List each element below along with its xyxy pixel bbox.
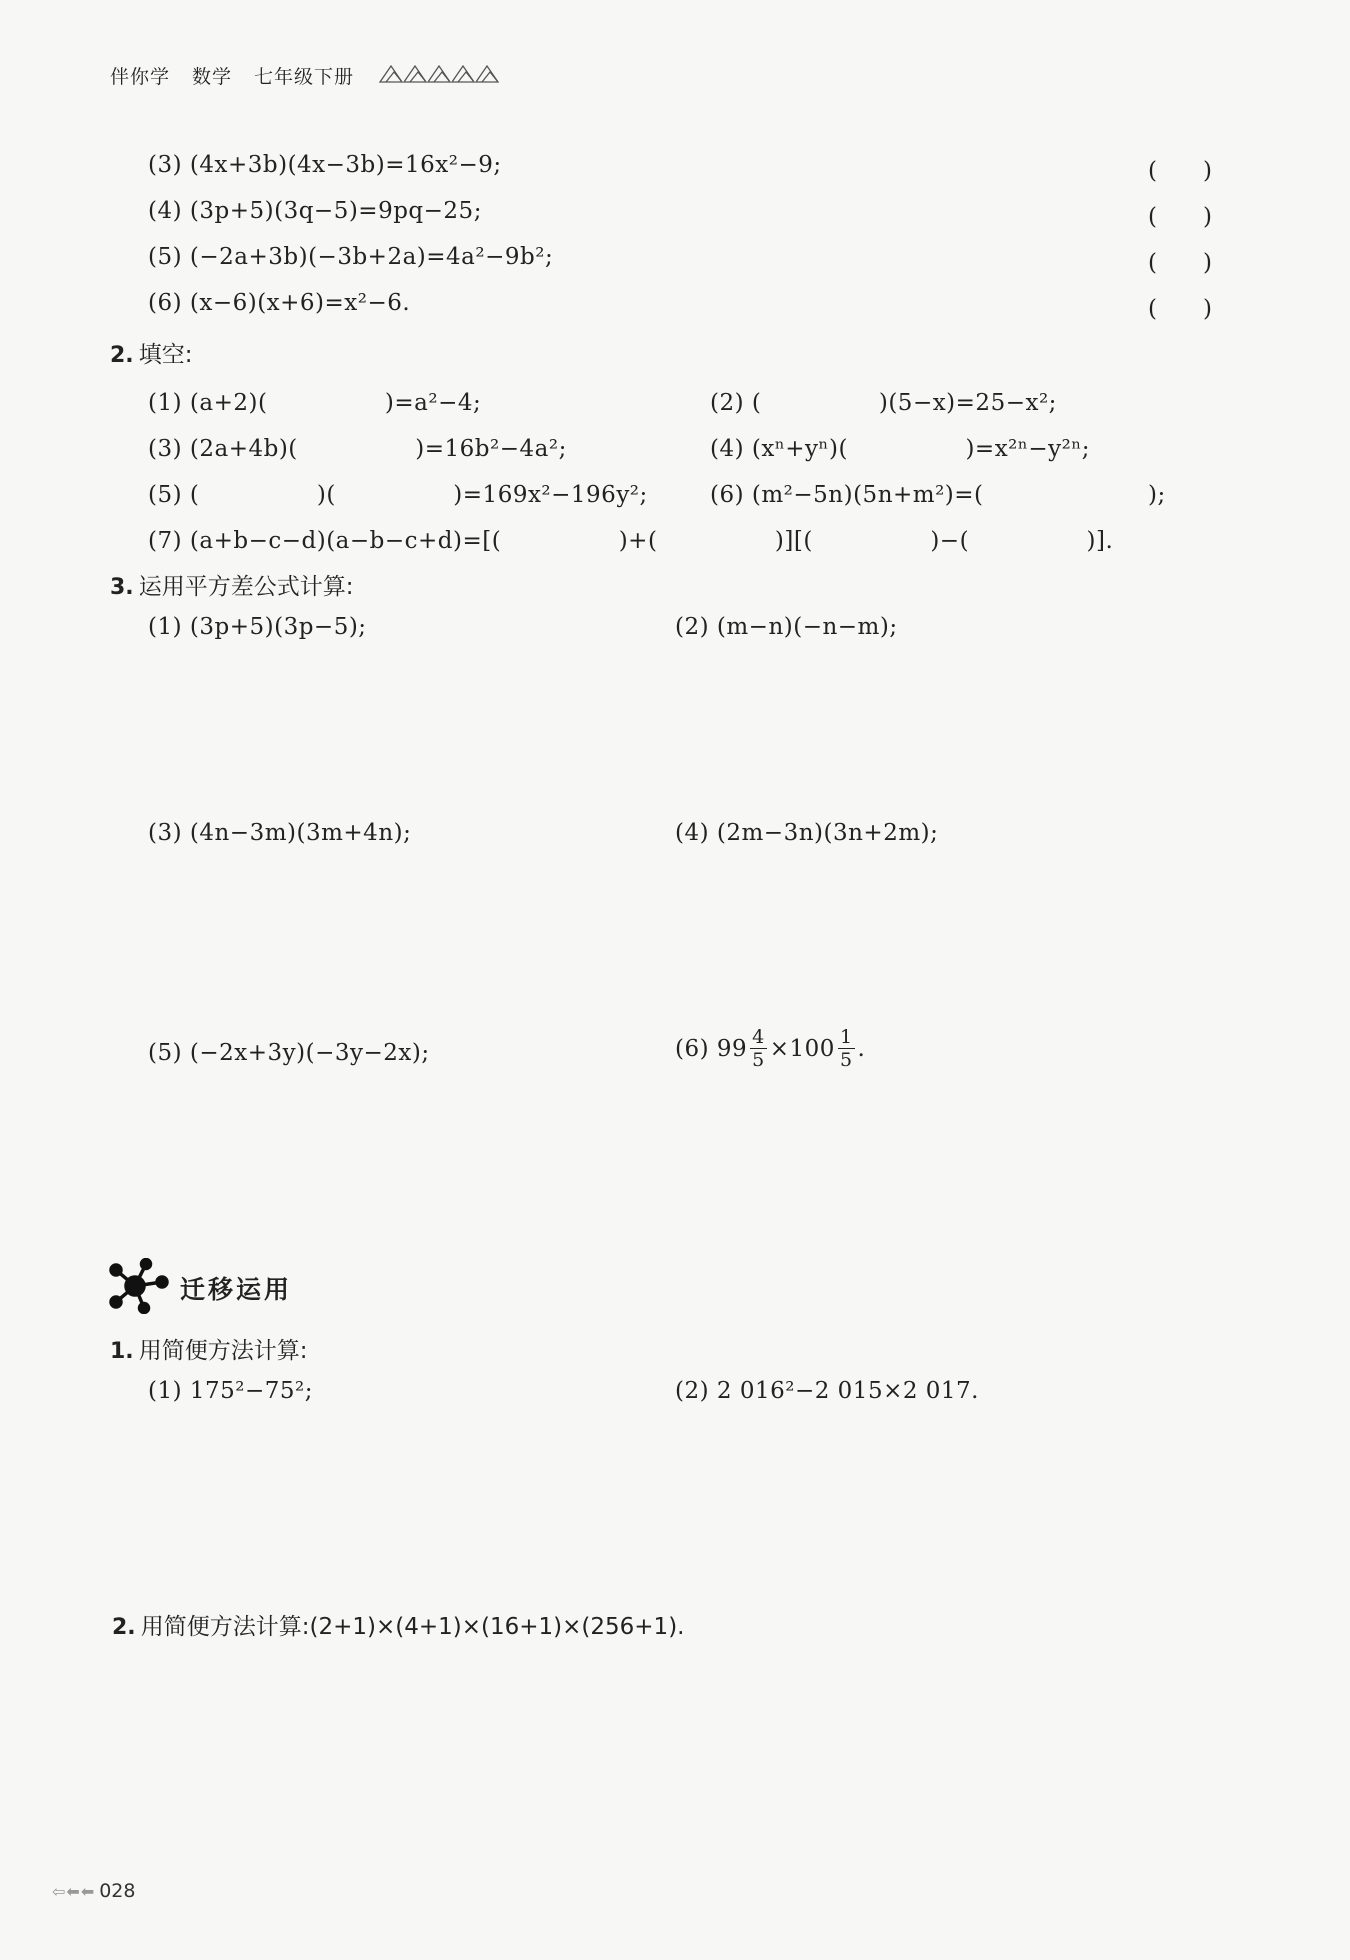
judge-paren-6[interactable]: ( ) (1148, 296, 1212, 322)
question-title: 用简便方法计算: (138, 1338, 308, 1364)
page-header (110, 62, 376, 89)
item6-times: ×100 (769, 1035, 835, 1062)
judge-paren-5[interactable]: ( ) (1148, 250, 1212, 276)
calc-item-6 (675, 1026, 865, 1071)
judge-item-4: (4) (3p+5)(3q−5)=9pq−25; (148, 198, 482, 224)
question-title: 运用平方差公式计算: (138, 574, 354, 600)
section-question-1-heading (110, 1332, 308, 1365)
fill-item-4: (4) (xⁿ+yⁿ)( )=x²ⁿ−y²ⁿ; (710, 436, 1091, 462)
fraction-1 (750, 1026, 767, 1071)
item6-label: (6) 99 (675, 1035, 748, 1062)
judge-item-6: (6) (x−6)(x+6)=x²−6. (148, 290, 411, 316)
fill-item-6: (6) (m²−5n)(5n+m²)=( ); (710, 482, 1166, 508)
question-2-heading (110, 336, 193, 369)
fill-item-5: (5) ( )( )=169x²−196y²; (148, 482, 648, 508)
question-number: 2. (110, 343, 134, 368)
simplify-item-2: (2) 2 016²−2 015×2 017. (675, 1378, 979, 1404)
arrow-left-icon: ⇦⬅⬅ (52, 1882, 96, 1901)
section-question-2 (112, 1608, 684, 1641)
calc-item-2: (2) (m−n)(−n−m); (675, 614, 898, 640)
grade-label: 七年级下册 (254, 66, 355, 88)
judge-paren-3[interactable]: ( ) (1148, 158, 1212, 184)
calc-item-4: (4) (2m−3n)(3n+2m); (675, 820, 939, 846)
page-footer (52, 1880, 135, 1902)
fraction-1-denominator: 5 (752, 1049, 765, 1071)
question-text: 用简便方法计算:(2+1)×(4+1)×(16+1)×(256+1). (140, 1614, 685, 1640)
subject-label: 数学 (192, 66, 233, 88)
simplify-item-1: (1) 175²−75²; (148, 1378, 314, 1404)
calc-item-5: (5) (−2x+3y)(−3y−2x); (148, 1040, 430, 1066)
fraction-2-numerator: 1 (839, 1026, 853, 1048)
judge-item-3: (3) (4x+3b)(4x−3b)=16x²−9; (148, 152, 502, 178)
question-3-heading (110, 568, 354, 601)
fill-item-7: (7) (a+b−c−d)(a−b−c+d)=[( )+( )][( )−( )]. (148, 528, 1114, 554)
triangle-decoration-icon (378, 60, 520, 86)
fill-item-1: (1) (a+2)( )=a²−4; (148, 390, 482, 416)
fill-item-2: (2) ( )(5−x)=25−x²; (710, 390, 1057, 416)
item6-end: . (857, 1035, 866, 1062)
calc-item-3: (3) (4n−3m)(3m+4n); (148, 820, 412, 846)
question-number: 1. (110, 1339, 134, 1364)
fraction-1-numerator: 4 (752, 1026, 765, 1048)
molecule-icon (108, 1258, 170, 1314)
page-number: 028 (99, 1880, 136, 1902)
book-title: 伴你学 (110, 66, 171, 88)
fill-item-3: (3) (2a+4b)( )=16b²−4a²; (148, 436, 567, 462)
section-title: 迁移运用 (180, 1275, 293, 1304)
fraction-2-denominator: 5 (839, 1049, 853, 1071)
judge-paren-4[interactable]: ( ) (1148, 204, 1212, 230)
question-number: 3. (110, 575, 134, 600)
fraction-2 (838, 1026, 855, 1071)
question-number: 2. (112, 1615, 136, 1640)
question-title: 填空: (138, 342, 193, 368)
calc-item-1: (1) (3p+5)(3p−5); (148, 614, 367, 640)
judge-item-5: (5) (−2a+3b)(−3b+2a)=4a²−9b²; (148, 244, 554, 270)
